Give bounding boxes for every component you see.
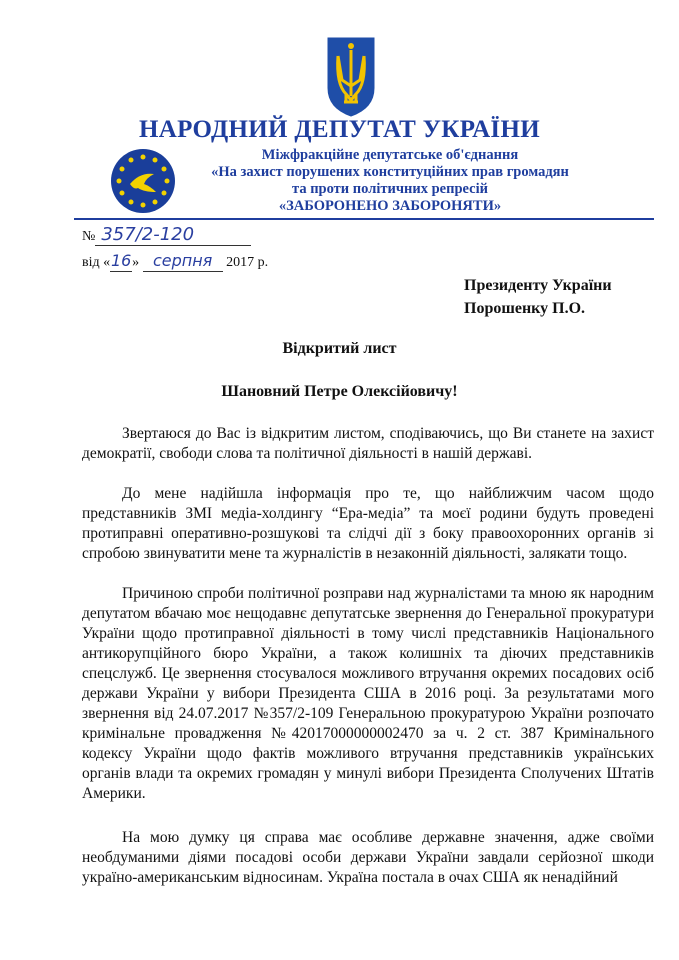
date-day: 16 <box>110 251 132 270</box>
date-mid: » <box>132 255 140 270</box>
letter-heading: Відкритий лист <box>282 340 397 357</box>
letterhead-subtitle-1: Міжфракційне депутатське об'єднання <box>261 147 519 163</box>
date-prefix: від « <box>82 255 111 270</box>
date-month: серпня <box>152 251 213 270</box>
reference-date-line <box>82 251 268 272</box>
coat-of-arms-icon <box>326 36 376 118</box>
letterhead-subtitle-2: «На захист порушених конституційних прав громадян <box>211 164 569 180</box>
paragraph-1: Звертаюся до Вас із відкритим листом, сподіваючись, що Ви станете на захист демократії, свободи слова та політичної діяльності в нашій державі. <box>82 425 654 462</box>
letterhead-subtitle-3: та проти політичних репресій <box>292 181 488 197</box>
letterhead-subtitle-4: «ЗАБОРОНЕНО ЗАБОРОНЯТИ» <box>278 198 502 214</box>
paragraph-2: До мене надійшла інформація про те, що найближчим часом щодо представників ЗМІ медіа-холдингу “Ера-медіа” та моєї родини будуть проведені протиправні оперативно-розшукові та слідчі дії з боку правоохоронних органів зі спробою звинуватити мене та журналістів в незаконній діяльності, залякати тощо. <box>82 485 654 562</box>
addressee-line-2: Порошенку П.О. <box>464 300 586 317</box>
reference-number: 357/2-120 <box>101 224 195 245</box>
letterhead-divider <box>74 218 654 220</box>
date-year: 2017 р. <box>226 255 269 270</box>
number-prefix: № <box>82 229 96 244</box>
addressee-line-1: Президенту України <box>464 277 612 294</box>
letter-salutation: Шановний Петре Олексійовичу! <box>221 383 458 400</box>
reference-number-line <box>82 224 251 246</box>
paragraph-3: Причиною спроби політичної розправи над журналістами та мною як народним депутатом вбачаю моє нещодавнє депутатське звернення до Генеральної прокуратури України щодо протиправної діяльності в тому числі представників Національного антикорупційного бюро України, а також колишніх та діючих представників спецслужб. Це звернення стосувалося можливого втручання окремих посадових осіб держави України у вибори Президента США в 2016 році. За результатами мого звернення від 24.07.2017 №357/2-109 Генеральною прокуратурою України розпочато кримінальне провадження №42017000000002470 за ч. 2 ст. 387 Кримінального кодексу України щодо фактів можливого втручання представників українських органів влади та окремих громадян у минулі вибори Президента Сполучених Штатів Америки. <box>82 585 654 802</box>
paragraph-4: На мою думку ця справа має особливе державне значення, адже своїми необдуманими діями посадові особи держави України завдали серйозної шкоди україно-американським відносинам. Україна постала в очах США як ненадійний <box>82 829 654 886</box>
letterhead-title: НАРОДНИЙ ДЕПУТАТ УКРАЇНИ <box>139 116 540 143</box>
